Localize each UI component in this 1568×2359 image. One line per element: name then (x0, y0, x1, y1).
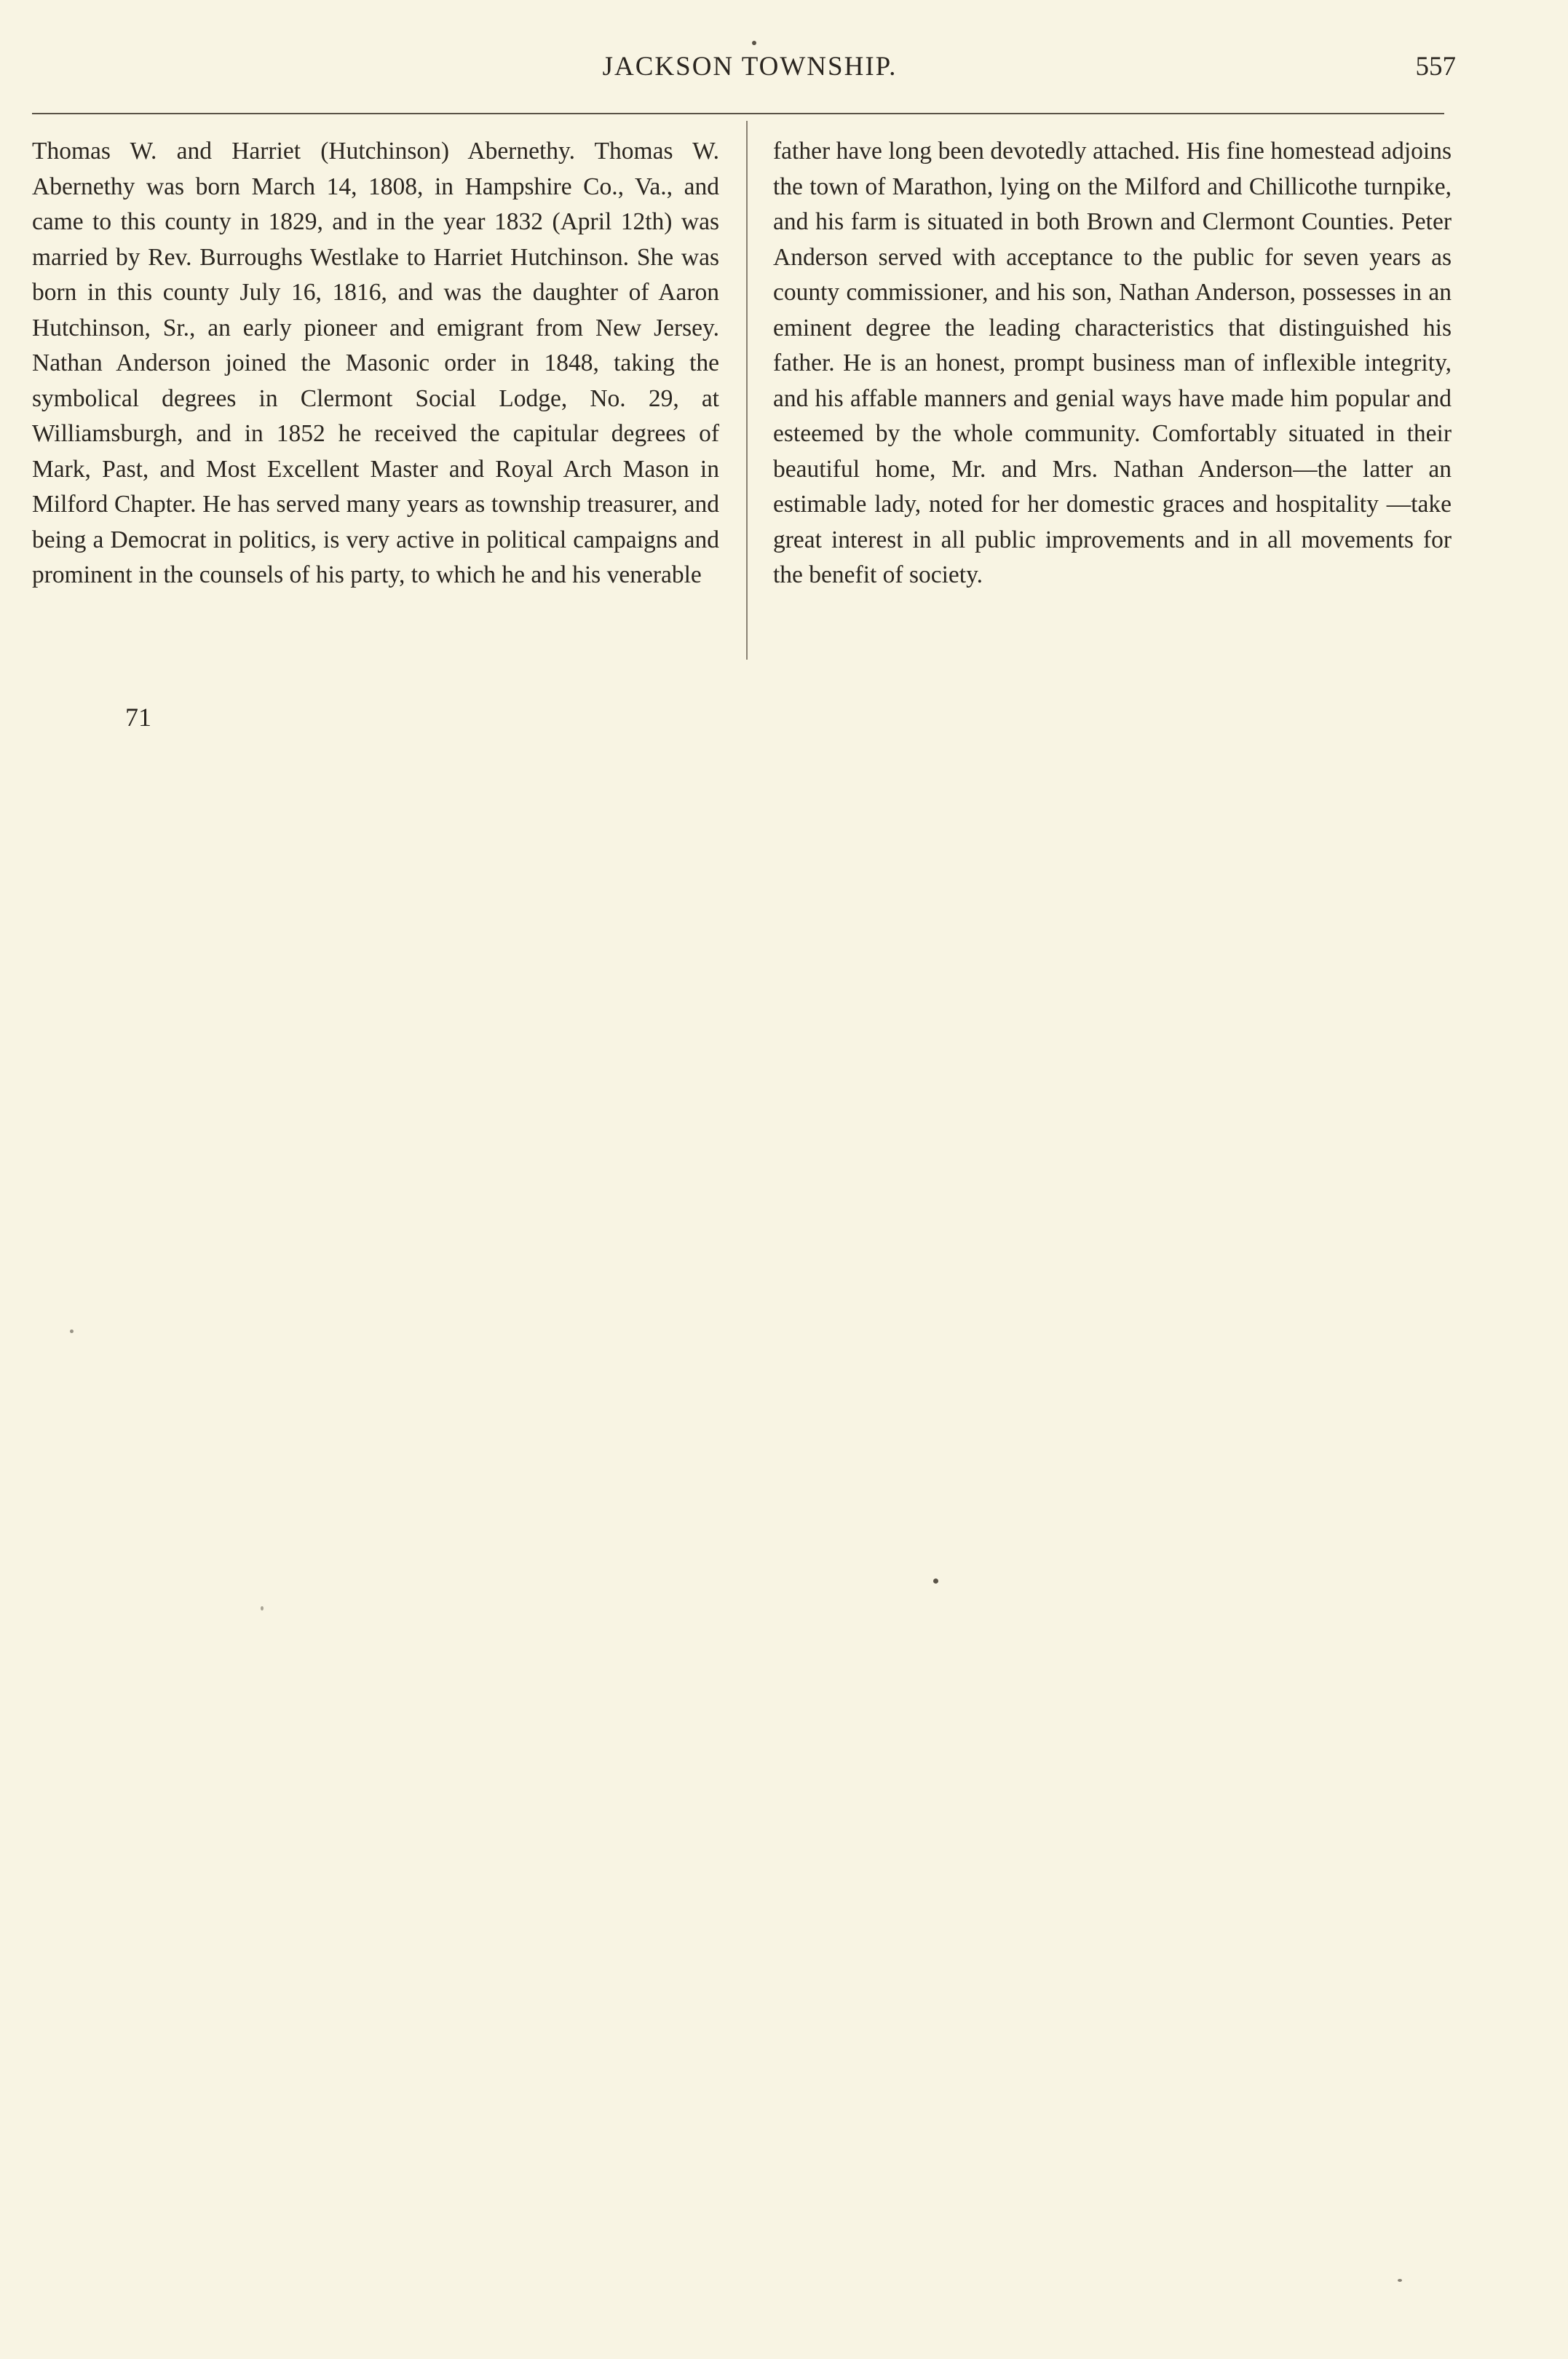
print-speck (933, 1578, 938, 1584)
paragraph-right: father have long been devotedly attached. His fine homestead adjoins the town of Marathon, lying on the Milford and Chillicothe turnpike, and his farm is situated in both Brown and Clermont Counties. Peter Anderson served with acceptance to the public for seven years as county commissioner, and his son, Nathan Anderson, possesses in an eminent degree the leading characteristics that distinguished his father. He is an honest, prompt business man of inflexible integrity, and his affable manners and genial ways have made him popular and esteemed by the whole community. Comfortably situated in their beautiful home, Mr. and Mrs. Nathan Anderson—the latter an estimable lady, noted for her domestic graces and hospitality —take great interest in all public improvements and in all movements for the benefit of society. (773, 138, 1452, 588)
print-speck (752, 41, 756, 45)
print-speck (1398, 2279, 1402, 2282)
header-rule (32, 113, 1444, 114)
column-divider (746, 121, 748, 660)
print-speck (70, 1329, 74, 1333)
print-speck (261, 1606, 264, 1611)
page-number: 557 (1415, 52, 1456, 82)
running-head-title: JACKSON TOWNSHIP. (602, 52, 898, 82)
running-head (0, 51, 1568, 95)
signature-mark: 71 (125, 703, 151, 732)
paragraph-left: Thomas W. and Harriet (Hutchinson) Abernethy. Thomas W. Abernethy was born March 14, 1808, in Hampshire Co., Va., and came to this county in 1829, and in the year 1832 (April 12th) was married by Rev. Burroughs Westlake to Harriet Hutchinson. She was born in this county July 16, 1816, and was the daughter of Aaron Hutchinson, Sr., an early pioneer and emigrant from New Jersey. Nathan Anderson joined the Masonic order in 1848, taking the symbolical degrees in Clermont Social Lodge, No. 29, at Williamsburgh, and in 1852 he received the capitular degrees of Mark, Past, and Most Excellent Master and Royal Arch Mason in Milford Chapter. He has served many years as township treasurer, and being a Democrat in politics, is very active in political campaigns and prominent in the counsels of his party, to which he and his venerable (32, 138, 719, 588)
text-column-left (32, 134, 719, 593)
text-column-right (773, 134, 1452, 593)
